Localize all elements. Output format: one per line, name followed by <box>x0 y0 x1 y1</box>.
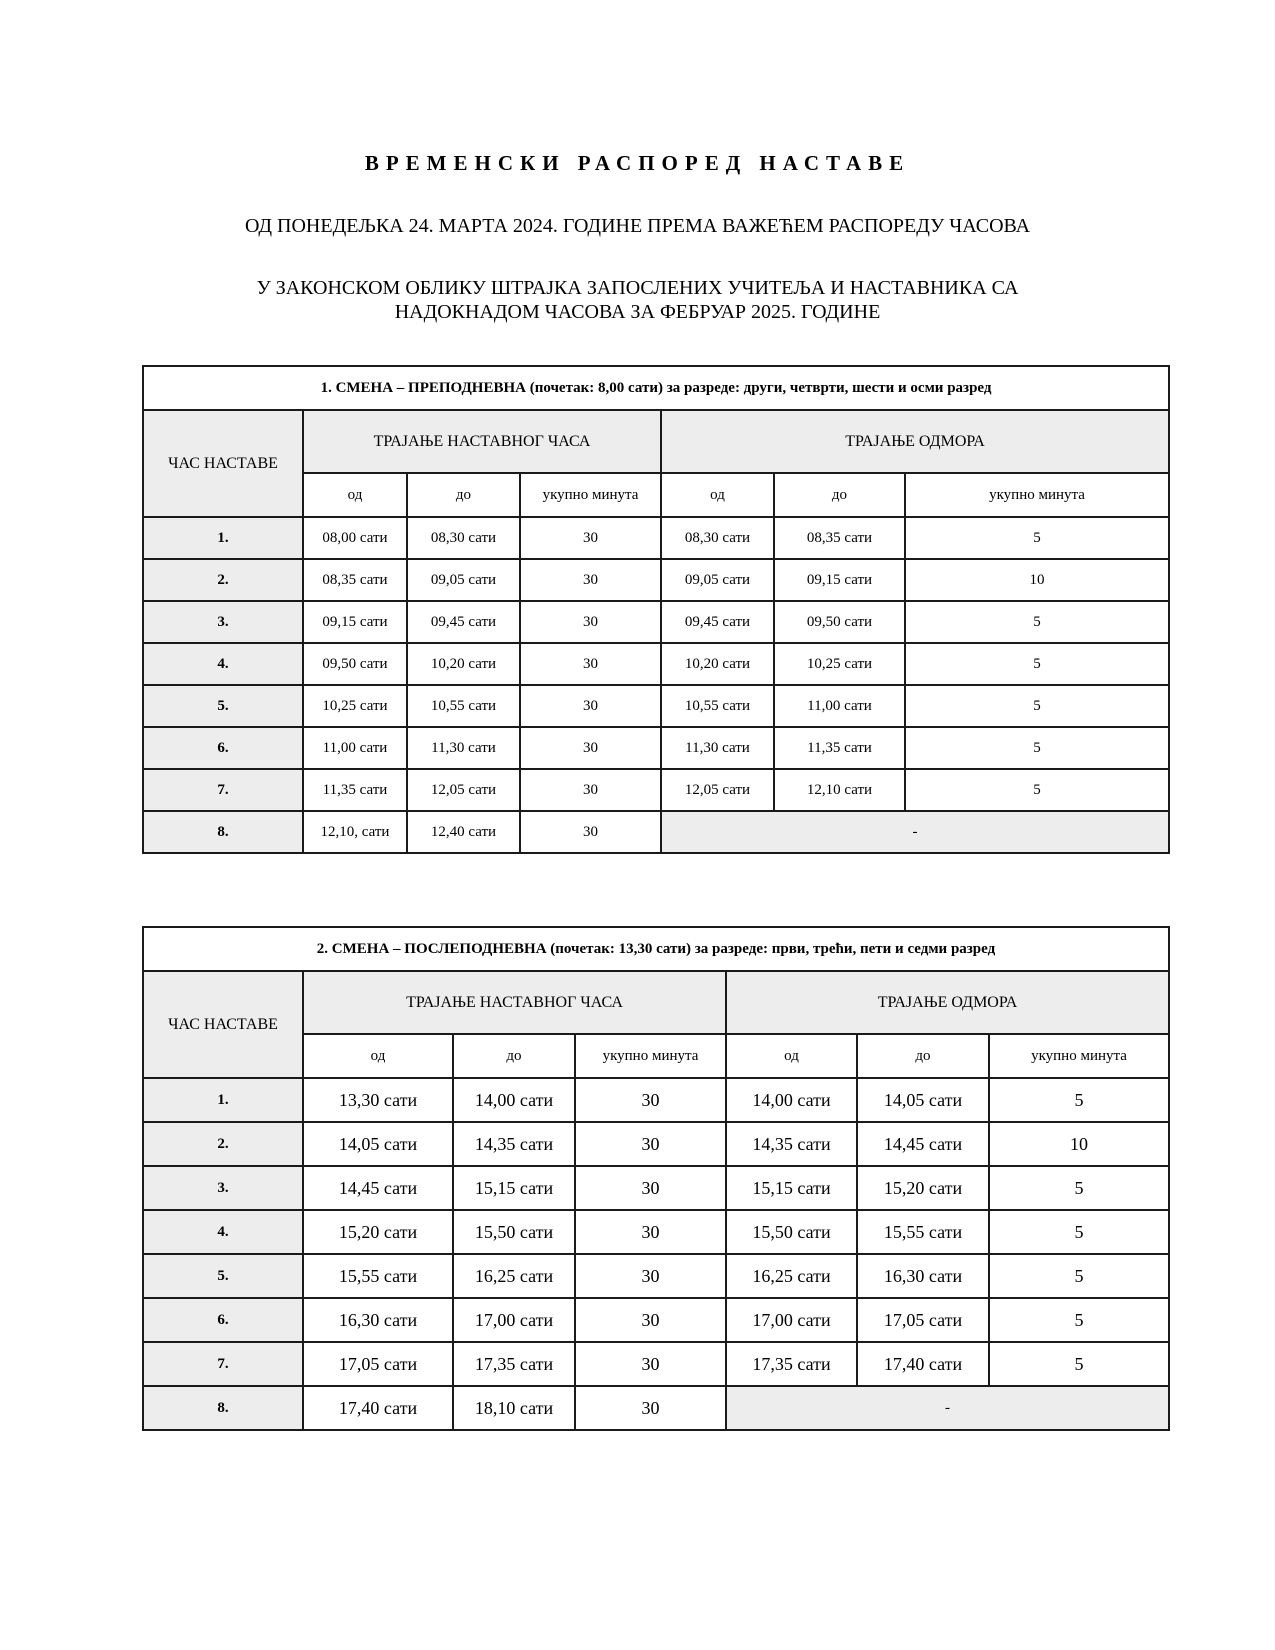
no-break-cell: - <box>726 1386 1169 1430</box>
cell-l-to: 14,00 сати <box>453 1078 575 1122</box>
lesson-number: 8. <box>143 1386 303 1430</box>
document-subtitle-date: ОД ПОНЕДЕЉКА 24. МАРТА 2024. ГОДИНЕ ПРЕМА ВАЖЕЋЕМ РАСПОРЕДУ ЧАСОВА <box>244 215 1031 237</box>
cell-b-from: 10,20 сати <box>661 643 774 685</box>
cell-b-from: 17,35 сати <box>726 1342 857 1386</box>
table-row <box>143 559 1169 601</box>
cell-b-from: 14,00 сати <box>726 1078 857 1122</box>
cell-b-from: 16,25 сати <box>726 1254 857 1298</box>
cell-l-from: 08,35 сати <box>303 559 407 601</box>
table-row <box>143 1166 1169 1210</box>
cell-b-total: 5 <box>905 517 1169 559</box>
break-total-header: укупно минута <box>905 473 1169 517</box>
cell-b-from: 09,05 сати <box>661 559 774 601</box>
cell-l-total: 30 <box>520 811 661 853</box>
cell-l-total: 30 <box>520 601 661 643</box>
table-row <box>143 643 1169 685</box>
break-from-header: од <box>661 473 774 517</box>
break-from-header: од <box>726 1034 857 1078</box>
cell-l-from: 15,55 сати <box>303 1254 453 1298</box>
table-row <box>143 1078 1169 1122</box>
cell-b-total: 5 <box>905 685 1169 727</box>
lesson-number: 3. <box>143 601 303 643</box>
table-row <box>143 1298 1169 1342</box>
cell-b-to: 09,15 сати <box>774 559 905 601</box>
break-to-header: до <box>774 473 905 517</box>
cell-l-from: 15,20 сати <box>303 1210 453 1254</box>
cell-b-to: 16,30 сати <box>857 1254 989 1298</box>
table-row <box>143 1254 1169 1298</box>
cell-b-from: 15,15 сати <box>726 1166 857 1210</box>
cell-b-to: 08,35 сати <box>774 517 905 559</box>
cell-b-total: 5 <box>989 1254 1169 1298</box>
cell-l-to: 12,40 сати <box>407 811 520 853</box>
cell-l-from: 11,00 сати <box>303 727 407 769</box>
cell-l-to: 18,10 сати <box>453 1386 575 1430</box>
lesson-header: ЧАС НАСТАВЕ <box>143 971 303 1078</box>
break-duration-header: ТРАЈАЊЕ ОДМОРА <box>661 410 1169 473</box>
lesson-number: 7. <box>143 1342 303 1386</box>
table-row <box>143 727 1169 769</box>
cell-b-total: 5 <box>989 1342 1169 1386</box>
shift1-schedule-table <box>142 365 1170 854</box>
cell-l-total: 30 <box>520 727 661 769</box>
cell-b-from: 17,00 сати <box>726 1298 857 1342</box>
table-row <box>143 685 1169 727</box>
cell-b-from: 11,30 сати <box>661 727 774 769</box>
table-row <box>143 517 1169 559</box>
lesson-duration-header: ТРАЈАЊЕ НАСТАВНОГ ЧАСА <box>303 410 661 473</box>
lesson-number: 4. <box>143 1210 303 1254</box>
cell-l-to: 17,35 сати <box>453 1342 575 1386</box>
cell-b-total: 5 <box>989 1298 1169 1342</box>
cell-b-to: 11,35 сати <box>774 727 905 769</box>
cell-b-from: 09,45 сати <box>661 601 774 643</box>
lesson-total-header: укупно минута <box>520 473 661 517</box>
lesson-duration-header: ТРАЈАЊЕ НАСТАВНОГ ЧАСА <box>303 971 726 1034</box>
cell-l-total: 30 <box>575 1078 726 1122</box>
cell-b-total: 5 <box>905 601 1169 643</box>
break-to-header: до <box>857 1034 989 1078</box>
cell-b-from: 08,30 сати <box>661 517 774 559</box>
cell-l-to: 09,05 сати <box>407 559 520 601</box>
table-row <box>143 1386 1169 1430</box>
cell-b-to: 14,05 сати <box>857 1078 989 1122</box>
lesson-header: ЧАС НАСТАВЕ <box>143 410 303 517</box>
cell-l-to: 16,25 сати <box>453 1254 575 1298</box>
lesson-number: 2. <box>143 1122 303 1166</box>
cell-b-to: 10,25 сати <box>774 643 905 685</box>
lesson-to-header: до <box>453 1034 575 1078</box>
lesson-number: 5. <box>143 685 303 727</box>
cell-l-to: 09,45 сати <box>407 601 520 643</box>
cell-l-from: 17,05 сати <box>303 1342 453 1386</box>
cell-b-to: 12,10 сати <box>774 769 905 811</box>
lesson-number: 2. <box>143 559 303 601</box>
cell-b-to: 17,05 сати <box>857 1298 989 1342</box>
cell-b-total: 5 <box>989 1166 1169 1210</box>
cell-l-from: 10,25 сати <box>303 685 407 727</box>
table-row <box>143 1342 1169 1386</box>
lesson-from-header: од <box>303 1034 453 1078</box>
cell-l-total: 30 <box>575 1122 726 1166</box>
cell-b-to: 14,45 сати <box>857 1122 989 1166</box>
cell-l-from: 17,40 сати <box>303 1386 453 1430</box>
cell-b-total: 10 <box>905 559 1169 601</box>
cell-l-from: 13,30 сати <box>303 1078 453 1122</box>
table-row <box>143 811 1169 853</box>
table-row <box>143 1122 1169 1166</box>
cell-b-total: 5 <box>905 643 1169 685</box>
lesson-number: 6. <box>143 727 303 769</box>
lesson-number: 6. <box>143 1298 303 1342</box>
cell-b-total: 5 <box>989 1078 1169 1122</box>
cell-b-from: 10,55 сати <box>661 685 774 727</box>
cell-l-total: 30 <box>520 769 661 811</box>
cell-b-from: 14,35 сати <box>726 1122 857 1166</box>
cell-l-total: 30 <box>520 517 661 559</box>
cell-l-from: 08,00 сати <box>303 517 407 559</box>
cell-l-total: 30 <box>575 1386 726 1430</box>
cell-l-total: 30 <box>520 643 661 685</box>
shift1-caption: 1. СМЕНА – ПРЕПОДНЕВНА (почетак: 8,00 сати) за разреде: други, четврти, шести и осми разред <box>143 366 1169 410</box>
cell-l-to: 14,35 сати <box>453 1122 575 1166</box>
cell-l-from: 11,35 сати <box>303 769 407 811</box>
lesson-number: 5. <box>143 1254 303 1298</box>
cell-l-total: 30 <box>575 1166 726 1210</box>
cell-b-total: 5 <box>905 769 1169 811</box>
subtitle-line-2: НАДОКНАДОМ ЧАСОВА ЗА ФЕБРУАР 2025. ГОДИНЕ <box>394 301 881 323</box>
cell-l-from: 14,45 сати <box>303 1166 453 1210</box>
subtitle-line-1: У ЗАКОНСКОМ ОБЛИКУ ШТРАЈКА ЗАПОСЛЕНИХ УЧИТЕЉА И НАСТАВНИКА СА <box>256 277 1019 299</box>
table-row <box>143 769 1169 811</box>
lesson-number: 4. <box>143 643 303 685</box>
lesson-to-header: до <box>407 473 520 517</box>
table-row <box>143 1210 1169 1254</box>
lesson-total-header: укупно минута <box>575 1034 726 1078</box>
cell-l-to: 15,50 сати <box>453 1210 575 1254</box>
cell-l-total: 30 <box>520 685 661 727</box>
lesson-number: 3. <box>143 1166 303 1210</box>
table-row <box>143 601 1169 643</box>
no-break-cell: - <box>661 811 1169 853</box>
cell-l-to: 11,30 сати <box>407 727 520 769</box>
document-subtitle-strike <box>0 276 1275 324</box>
shift2-schedule-table <box>142 926 1170 1431</box>
cell-b-to: 09,50 сати <box>774 601 905 643</box>
lesson-number: 7. <box>143 769 303 811</box>
cell-b-total: 10 <box>989 1122 1169 1166</box>
cell-l-total: 30 <box>575 1254 726 1298</box>
lesson-number: 1. <box>143 1078 303 1122</box>
cell-l-from: 09,50 сати <box>303 643 407 685</box>
cell-l-from: 16,30 сати <box>303 1298 453 1342</box>
lesson-number: 8. <box>143 811 303 853</box>
cell-b-total: 5 <box>989 1210 1169 1254</box>
cell-l-to: 10,55 сати <box>407 685 520 727</box>
cell-b-total: 5 <box>905 727 1169 769</box>
cell-l-total: 30 <box>520 559 661 601</box>
cell-b-to: 15,20 сати <box>857 1166 989 1210</box>
cell-l-total: 30 <box>575 1210 726 1254</box>
cell-l-to: 08,30 сати <box>407 517 520 559</box>
cell-l-total: 30 <box>575 1298 726 1342</box>
cell-b-to: 15,55 сати <box>857 1210 989 1254</box>
cell-l-total: 30 <box>575 1342 726 1386</box>
cell-b-from: 15,50 сати <box>726 1210 857 1254</box>
lesson-from-header: од <box>303 473 407 517</box>
document-title: ВРЕМЕНСКИ РАСПОРЕД НАСТАВЕ <box>364 151 911 175</box>
break-duration-header: ТРАЈАЊЕ ОДМОРА <box>726 971 1169 1034</box>
cell-l-to: 17,00 сати <box>453 1298 575 1342</box>
cell-l-to: 10,20 сати <box>407 643 520 685</box>
cell-b-to: 11,00 сати <box>774 685 905 727</box>
shift2-caption: 2. СМЕНА – ПОСЛЕПОДНЕВНА (почетак: 13,30 сати) за разреде: први, трећи, пети и седми разред <box>143 927 1169 971</box>
cell-b-to: 17,40 сати <box>857 1342 989 1386</box>
cell-l-to: 15,15 сати <box>453 1166 575 1210</box>
cell-l-from: 12,10, сати <box>303 811 407 853</box>
cell-l-to: 12,05 сати <box>407 769 520 811</box>
lesson-number: 1. <box>143 517 303 559</box>
break-total-header: укупно минута <box>989 1034 1169 1078</box>
cell-b-from: 12,05 сати <box>661 769 774 811</box>
cell-l-from: 09,15 сати <box>303 601 407 643</box>
cell-l-from: 14,05 сати <box>303 1122 453 1166</box>
